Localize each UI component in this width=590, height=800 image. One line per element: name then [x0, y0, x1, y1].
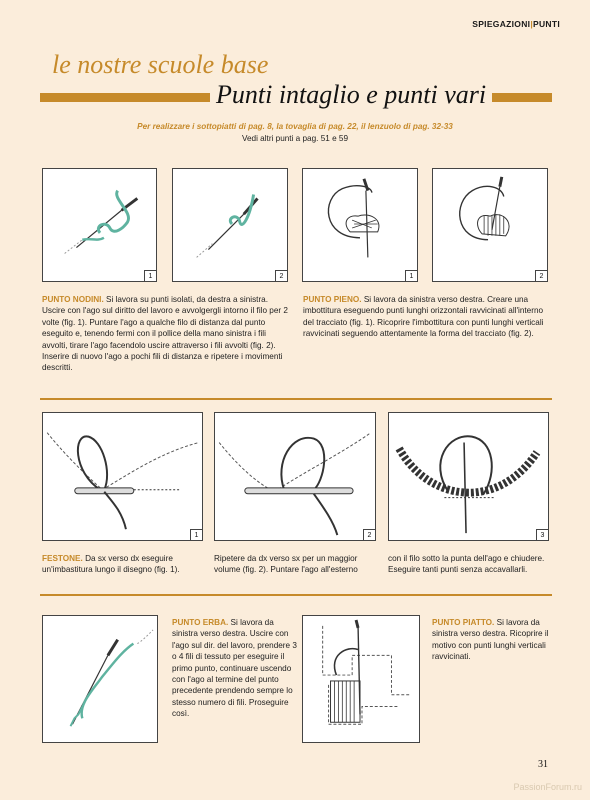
- pieno-description: [303, 294, 551, 340]
- figure-number: 1: [144, 270, 156, 281]
- figure-nodini-2: [172, 168, 288, 282]
- erba-heading: PUNTO ERBA.: [172, 618, 229, 627]
- figure-number: 2: [363, 529, 375, 540]
- festone-heading: FESTONE.: [42, 554, 83, 563]
- erba-body: Si lavora da sinistra verso destra. Uscire con l'ago sul dir. del lavoro, prendere 3 o 4 fili di tessuto per eseguire il primo punto, continuare uscendo con l'ago al termine del punto precedente prendendo sempre lo stesso numero di fili. Proseguire così.: [172, 618, 297, 719]
- figure-number: 1: [190, 529, 202, 540]
- pieno-heading: PUNTO PIENO.: [303, 295, 362, 304]
- pieno-illustration-1: [303, 169, 417, 281]
- intro-line: Per realizzare i sottopiatti di pag. 8, la tovaglia di pag. 22, il lenzuolo di pag. 32-33: [137, 122, 453, 131]
- figure-nodini-1: [42, 168, 157, 282]
- piatto-illustration: [303, 616, 419, 742]
- pieno-body: Si lavora da sinistra verso destra. Creare una imbottitura eseguendo punti lunghi orizzontali ravvicinati all'interno del tracciato (fig. 1). Ricoprire l'imbottitura con punti lunghi verticali ravvicinati seguendo attentamente la forma del tracciato (fig. 2).: [303, 295, 544, 339]
- figure-festone-1: [42, 412, 203, 541]
- nodini-illustration-2: [173, 169, 287, 281]
- nodini-description: [42, 294, 292, 374]
- nodini-heading: PUNTO NODINI.: [42, 295, 104, 304]
- section-divider: [40, 398, 552, 400]
- festone-illustration-2: [215, 413, 375, 540]
- festone-illustration-3: [389, 413, 548, 540]
- piatto-body: Si lavora da sinistra verso destra. Ricoprire il motivo con punti lunghi verticali ravvicinati.: [432, 618, 549, 662]
- figure-number: 2: [275, 270, 287, 281]
- piatto-heading: PUNTO PIATTO.: [432, 618, 495, 627]
- festone-description-1: [42, 553, 202, 576]
- festone-description-3: con il filo sotto la punta dell'ago e chiudere. Eseguire tanti punti senza accavallarli.: [388, 554, 545, 575]
- series-title: le nostre scuole base: [52, 50, 269, 79]
- section-header: SPIEGAZIONI|PUNTI: [472, 19, 560, 29]
- figure-number: 2: [535, 270, 547, 281]
- section-divider: [40, 594, 552, 596]
- erba-description: [172, 617, 300, 720]
- erba-illustration: [43, 616, 157, 742]
- figure-erba: [42, 615, 158, 743]
- nodini-body: Si lavora su punti isolati, da destra a sinistra. Uscire con l'ago sul diritto del lavoro e avvolgergli intorno il filo per 2 volte (fig. 1). Puntare l'ago a qualche filo di distanza dal punto eseguito e, tenendo fermi con il pollice della mano sinistra i fili avvolti, tirare l'ago facendolo uscire attraverso i fili avvolti (fig. 2). Inserire di nuovo l'ago a pochi fili di distanza e ripetere i movimenti descritti.: [42, 295, 288, 373]
- figure-piatto: [302, 615, 420, 743]
- figure-festone-2: [214, 412, 376, 541]
- page-number: 31: [538, 759, 548, 770]
- piatto-description: [432, 617, 552, 663]
- figure-number: 3: [536, 529, 548, 540]
- figure-festone-3: [388, 412, 549, 541]
- festone-body-1: Da sx verso dx eseguire un'imbastitura lungo il disegno (fig. 1).: [42, 554, 180, 575]
- festone-illustration-1: [43, 413, 202, 540]
- figure-pieno-2: [432, 168, 548, 282]
- nodini-illustration-1: [43, 169, 156, 281]
- figure-pieno-1: [302, 168, 418, 282]
- watermark: PassionForum.ru: [513, 782, 582, 792]
- figure-number: 1: [405, 270, 417, 281]
- festone-description-2: Ripetere da dx verso sx per un maggior volume (fig. 2). Puntare l'ago all'esterno: [214, 554, 358, 575]
- pieno-illustration-2: [433, 169, 547, 281]
- page-title: Punti intaglio e punti vari: [210, 80, 492, 110]
- intro-reference: Vedi altri punti a pag. 51 e 59: [241, 134, 349, 143]
